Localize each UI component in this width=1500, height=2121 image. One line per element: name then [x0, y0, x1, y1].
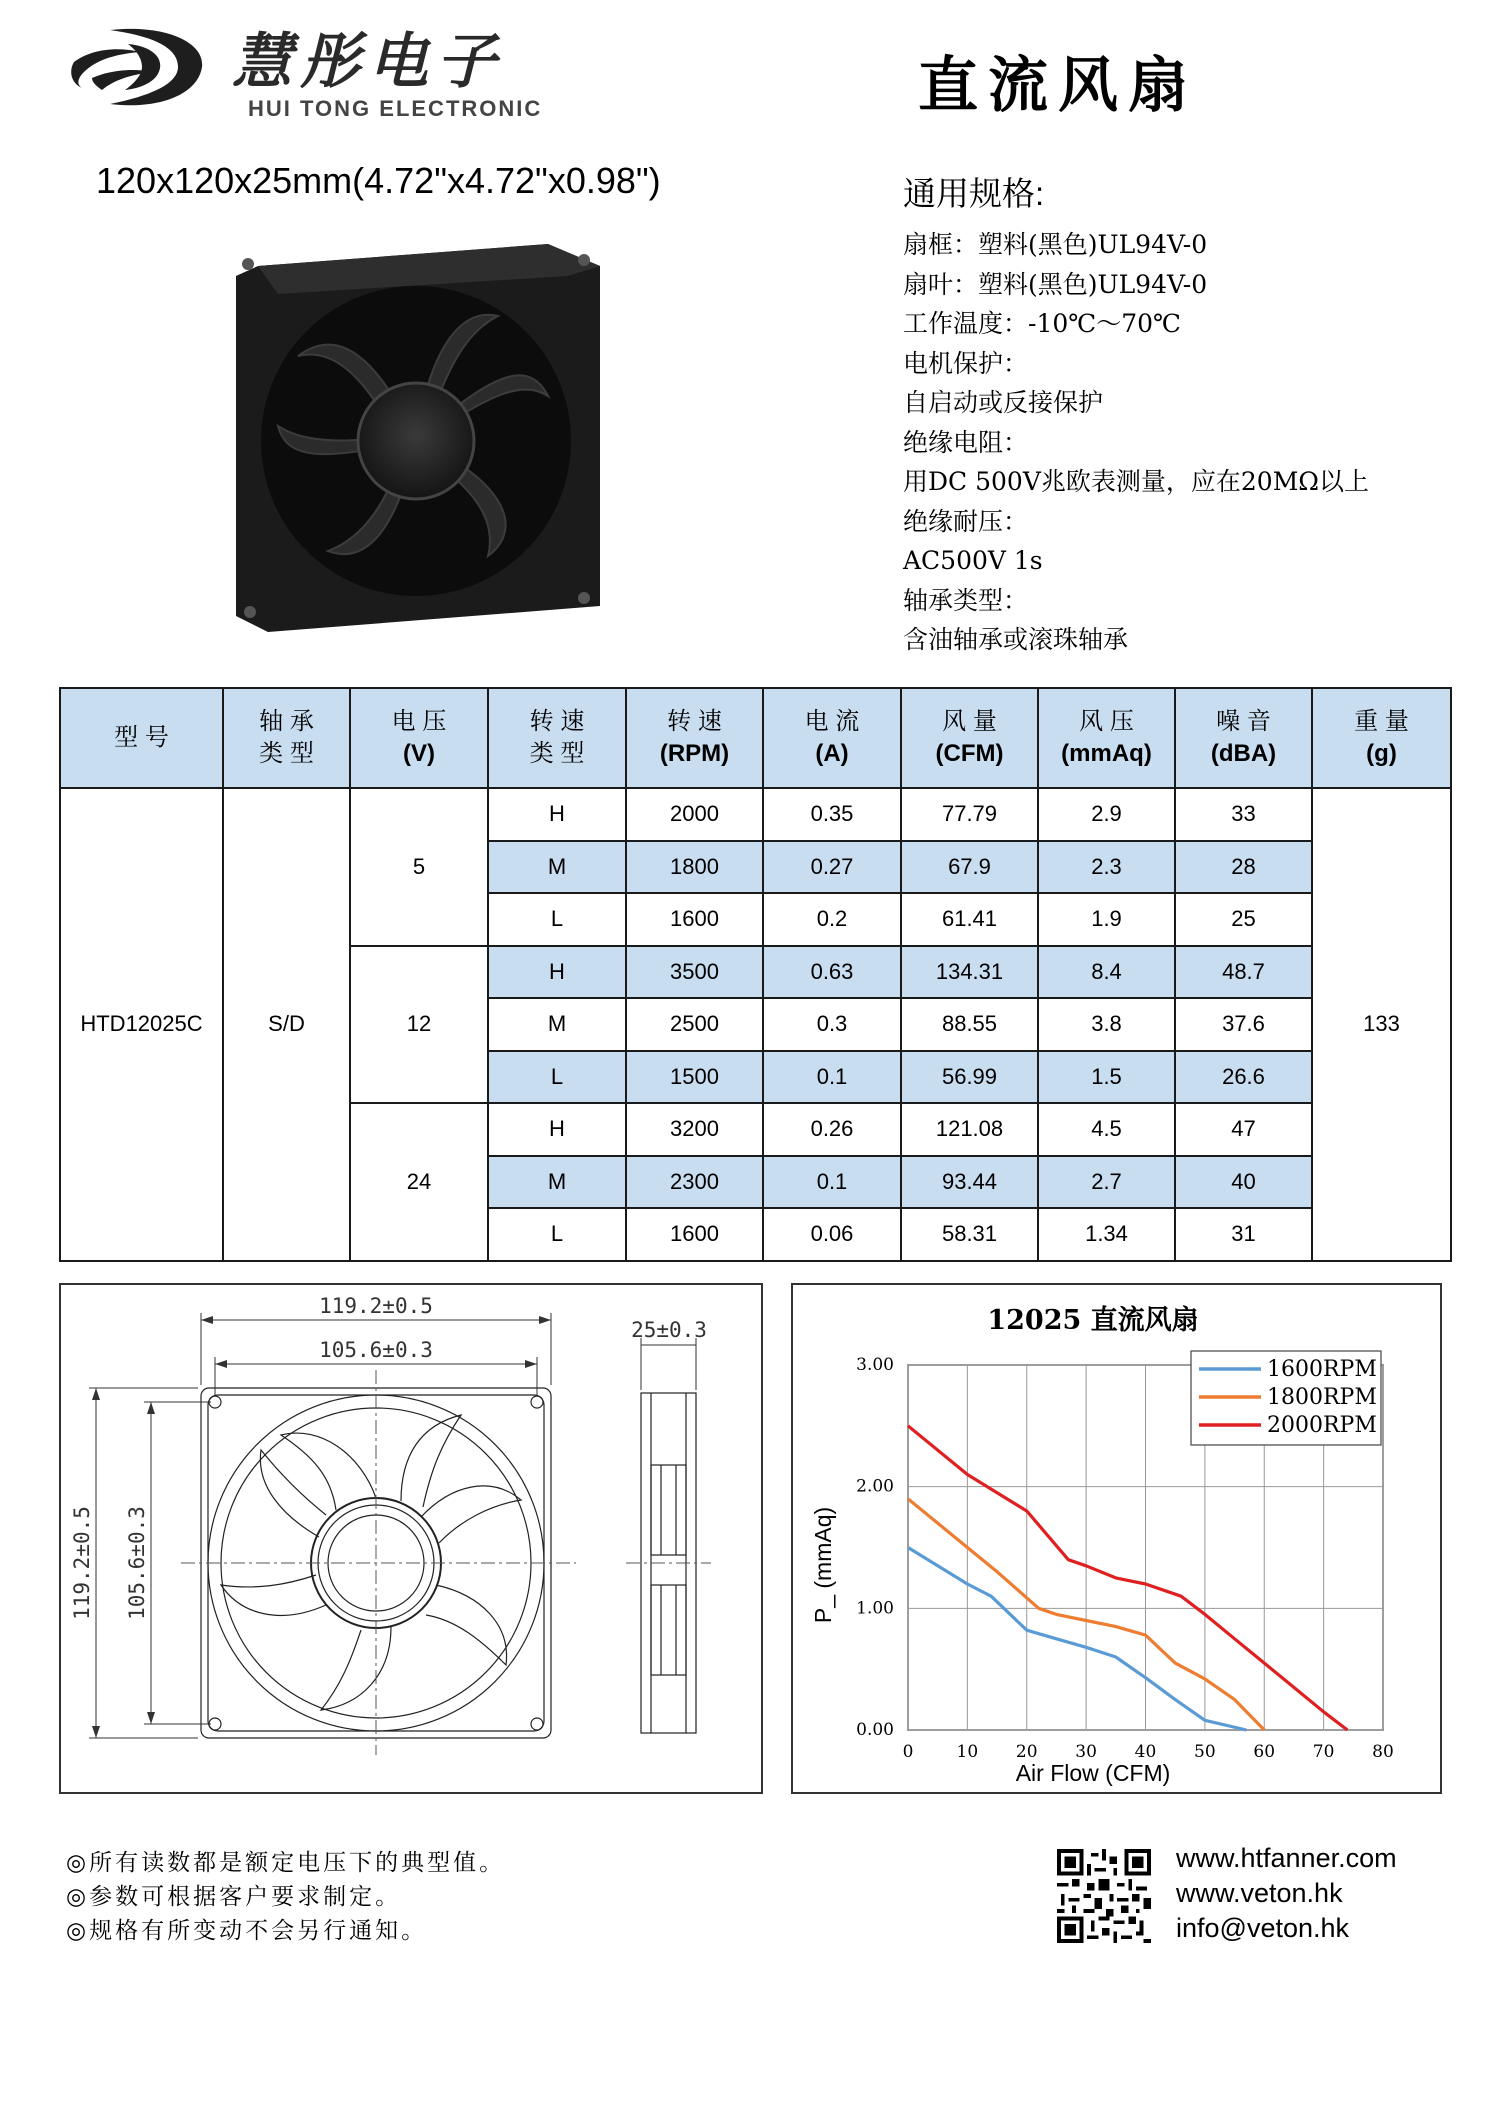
cell-pressure: 1.34: [1038, 1208, 1175, 1261]
cell-noise: 47: [1175, 1103, 1312, 1156]
cell-voltage: 5: [350, 788, 488, 946]
dimension-drawing-panel: [59, 1283, 763, 1794]
spec-dielectric-label: 绝缘耐压：: [903, 506, 1029, 536]
header-speed: 转 速 (RPM): [626, 688, 763, 788]
cell-airflow: 93.44: [901, 1156, 1038, 1209]
note-item: ◎规格有所变动不会另行通知。: [66, 1918, 428, 1944]
cell-current: 0.06: [763, 1208, 901, 1261]
header-speed-type: 转 速 类 型: [488, 688, 626, 788]
cell-noise: 28: [1175, 841, 1312, 894]
x-tick-label: 20: [1015, 1742, 1038, 1762]
spec-blade: 扇叶：塑料(黑色)UL94V-0: [903, 269, 1208, 299]
cell-noise: 25: [1175, 893, 1312, 946]
cell-speed-type: H: [488, 788, 626, 841]
cell-current: 0.27: [763, 841, 901, 894]
cell-bearing: S/D: [223, 788, 350, 1261]
cell-rpm: 2500: [626, 998, 763, 1051]
cell-pressure: 1.9: [1038, 893, 1175, 946]
cell-pressure: 2.3: [1038, 841, 1175, 894]
dim-height-inner: 105.6±0.3: [125, 1506, 149, 1620]
y-tick-label: 3.00: [856, 1355, 894, 1375]
cell-current: 0.2: [763, 893, 901, 946]
cell-noise: 31: [1175, 1208, 1312, 1261]
chart-y-axis-label: P_ (mmAq): [810, 1506, 836, 1624]
cell-pressure: 8.4: [1038, 946, 1175, 999]
cell-voltage: 12: [350, 946, 488, 1104]
website-link[interactable]: www.htfanner.com: [1176, 1843, 1397, 1873]
legend-label: 1600RPM: [1267, 1357, 1377, 1382]
cell-model: HTD12025C: [60, 788, 223, 1261]
cell-speed-type: H: [488, 1103, 626, 1156]
header-noise: 噪 音 (dBA): [1175, 688, 1312, 788]
note-item: ◎参数可根据客户要求制定。: [66, 1884, 402, 1910]
dim-height-outer: 119.2±0.5: [70, 1506, 94, 1620]
cell-current: 0.63: [763, 946, 901, 999]
cell-airflow: 121.08: [901, 1103, 1038, 1156]
cell-airflow: 67.9: [901, 841, 1038, 894]
spec-insulation-resistance: 用DC 500V兆欧表测量，应在20MΩ以上: [903, 467, 1370, 496]
spec-motor-protection: 自启动或反接保护: [903, 388, 1104, 417]
y-tick-label: 2.00: [856, 1476, 894, 1497]
header-weight: 重 量 (g): [1312, 688, 1451, 788]
brand-name-en: HUI TONG ELECTRONIC: [248, 96, 543, 121]
dimension-drawing: [61, 1285, 761, 1792]
cell-speed-type: L: [488, 893, 626, 946]
header-model: 型 号: [60, 688, 223, 788]
spec-temperature: 工作温度：-10℃～70℃: [903, 309, 1182, 338]
note-item: ◎所有读数都是额定电压下的典型值。: [66, 1850, 506, 1876]
spec-bearing-label: 轴承类型：: [903, 585, 1029, 615]
x-tick-label: 30: [1075, 1742, 1097, 1762]
header-current: 电 流 (A): [763, 688, 901, 788]
header-pressure: 风 压 (mmAq): [1038, 688, 1175, 788]
x-tick-label: 80: [1372, 1742, 1394, 1762]
cell-rpm: 1600: [626, 1208, 763, 1261]
cell-current: 0.1: [763, 1051, 901, 1104]
general-specifications: [903, 168, 1463, 660]
x-tick-label: 0: [902, 1742, 914, 1762]
cell-weight: 133: [1312, 788, 1451, 1261]
spec-dielectric: AC500V 1s: [903, 546, 1043, 575]
cell-airflow: 77.79: [901, 788, 1038, 841]
cell-noise: 40: [1175, 1156, 1312, 1209]
legend-label: 1800RPM: [1267, 1385, 1377, 1410]
x-tick-label: 70: [1312, 1742, 1335, 1762]
header-airflow: 风 量 (CFM): [901, 688, 1038, 788]
spec-bearing: 含油轴承或滚珠轴承: [903, 625, 1129, 654]
spec-motor-protection-label: 电机保护：: [903, 348, 1029, 378]
cell-rpm: 2000: [626, 788, 763, 841]
cell-speed-type: L: [488, 1051, 626, 1104]
table-header-row: [60, 688, 1451, 788]
cell-noise: 37.6: [1175, 998, 1312, 1051]
contact-info: [1176, 1841, 1397, 1946]
cell-rpm: 1500: [626, 1051, 763, 1104]
company-logo: [70, 22, 210, 112]
fan-spec-table: [59, 687, 1452, 1262]
legend-label: 2000RPM: [1267, 1413, 1377, 1438]
cell-airflow: 88.55: [901, 998, 1038, 1051]
cell-speed-type: H: [488, 946, 626, 999]
chart-x-axis-label: Air Flow (CFM): [1015, 1760, 1171, 1786]
cell-rpm: 3200: [626, 1103, 763, 1156]
cell-pressure: 3.8: [1038, 998, 1175, 1051]
table-row: [60, 788, 1451, 841]
x-tick-label: 10: [956, 1742, 979, 1762]
cell-speed-type: M: [488, 1156, 626, 1209]
dim-width-outer: 119.2±0.5: [319, 1294, 433, 1318]
cell-current: 0.26: [763, 1103, 901, 1156]
pq-curve-panel: [791, 1283, 1442, 1794]
specs-heading: 通用规格:: [903, 175, 1045, 212]
cell-speed-type: L: [488, 1208, 626, 1261]
cell-noise: 33: [1175, 788, 1312, 841]
cell-airflow: 56.99: [901, 1051, 1038, 1104]
qr-code[interactable]: [1057, 1849, 1151, 1943]
cell-voltage: 24: [350, 1103, 488, 1261]
pq-curve-chart: [793, 1285, 1440, 1792]
header-voltage: 电 压 (V): [350, 688, 488, 788]
dim-width-inner: 105.6±0.3: [319, 1338, 433, 1362]
x-tick-label: 50: [1194, 1742, 1216, 1762]
cell-pressure: 4.5: [1038, 1103, 1175, 1156]
cell-pressure: 2.7: [1038, 1156, 1175, 1209]
cell-airflow: 134.31: [901, 946, 1038, 999]
email-link[interactable]: info@veton.hk: [1176, 1913, 1350, 1943]
fan-product-photo: [228, 236, 606, 636]
cell-noise: 26.6: [1175, 1051, 1312, 1104]
dim-depth: 25±0.3: [631, 1318, 707, 1342]
chart-title: 12025 直流风扇: [987, 1305, 1199, 1336]
website-link[interactable]: www.veton.hk: [1176, 1878, 1343, 1908]
cell-pressure: 2.9: [1038, 788, 1175, 841]
brand-name-cn: 慧彤电子: [232, 27, 504, 97]
cell-airflow: 61.41: [901, 893, 1038, 946]
document-title: 直流风扇: [918, 51, 1198, 121]
cell-noise: 48.7: [1175, 946, 1312, 999]
y-tick-label: 1.00: [856, 1598, 894, 1619]
cell-current: 0.35: [763, 788, 901, 841]
spec-insulation-resistance-label: 绝缘电阻：: [903, 427, 1029, 457]
spec-frame: 扇框：塑料(黑色)UL94V-0: [903, 230, 1208, 259]
x-tick-label: 60: [1253, 1742, 1276, 1762]
fan-dimensions: 120x120x25mm(4.72"x4.72"x0.98"): [96, 160, 661, 201]
cell-rpm: 3500: [626, 946, 763, 999]
cell-speed-type: M: [488, 998, 626, 1051]
cell-current: 0.1: [763, 1156, 901, 1209]
header-bearing: 轴 承 类 型: [223, 688, 350, 788]
x-tick-label: 40: [1134, 1742, 1157, 1762]
cell-speed-type: M: [488, 841, 626, 894]
cell-rpm: 1600: [626, 893, 763, 946]
notes: [66, 1846, 505, 1948]
cell-current: 0.3: [763, 998, 901, 1051]
cell-pressure: 1.5: [1038, 1051, 1175, 1104]
cell-rpm: 1800: [626, 841, 763, 894]
cell-airflow: 58.31: [901, 1208, 1038, 1261]
cell-rpm: 2300: [626, 1156, 763, 1209]
y-tick-label: 0.00: [856, 1720, 894, 1740]
